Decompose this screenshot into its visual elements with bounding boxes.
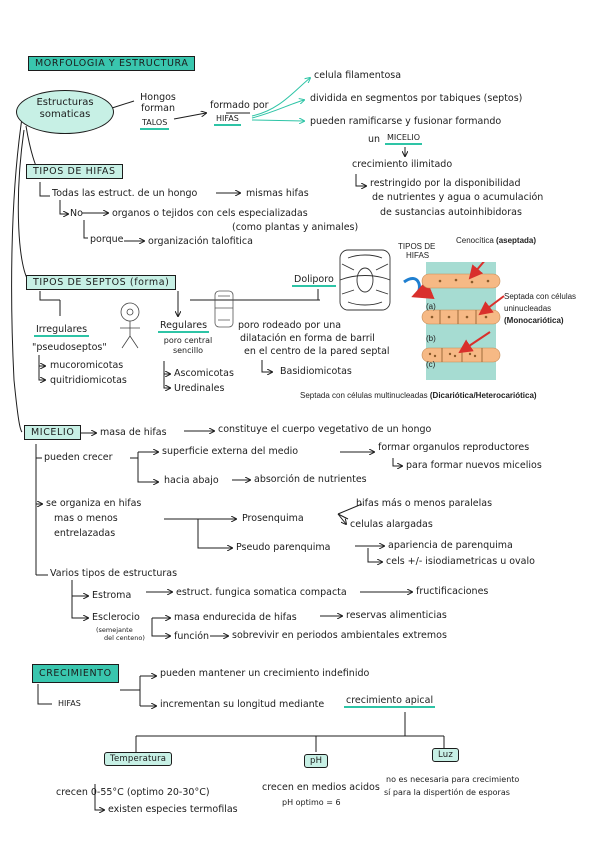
doliporo-line-1: poro rodeado por una [238,320,342,331]
varios-tipos: Varios tipos de estructuras [50,568,178,579]
fig-panel-a: (a) [426,302,436,311]
reservas-alimenticias: reservas alimenticias [346,610,447,621]
fig-monocariotica [504,316,564,325]
sobrevivir: sobrevivir en periodos ambientales extremos [232,630,447,641]
section-title-tipos-septos: TIPOS DE SEPTOS (forma) [26,275,176,290]
pseudoparenquima: Pseudo parenquima [236,542,331,553]
pseudoseptos: "pseudoseptos" [32,342,107,353]
regulares-heading: Regulares [158,320,209,333]
superficie-externa: superficie externa del medio [162,446,299,457]
restringido-line-1: restringido por la disponibilidad [370,178,521,189]
irregulares-heading: Irregulares [34,324,89,337]
doliporo-heading: Doliporo [292,274,336,287]
fig-septada-multi-label [300,391,537,400]
apariencia-parenquima: apariencia de parenquima [388,540,513,551]
doliporo-line-2: dilatación en forma de barril [240,333,375,344]
termofilas: existen especies termofilas [108,804,238,815]
no-word: No [70,208,83,219]
pueden-crecer: pueden crecer [44,452,113,463]
factor-ph: pH [304,754,328,768]
hifas-term: HIFAS [214,114,241,126]
doliporo-line-3: en el centro de la pared septal [244,346,390,357]
organiza-line-3: entrelazadas [54,528,116,539]
crecen-temperatura: crecen 0-55°C (optimo 20-30°C) [56,787,210,798]
irregular-septum-sketch [110,300,156,352]
cels-isodiametricas: cels +/- isiodiametricas u ovalo [386,556,535,567]
esclerocio-note-1: (semejante [96,626,133,634]
porque-word: porque [90,234,124,245]
celula-filamentosa: celula filamentosa [314,70,402,81]
fig-panel-c: (c) [426,360,436,369]
fructificaciones: fructificaciones [416,586,489,597]
masa-de-hifas: masa de hifas [100,427,167,438]
fig-cenocitica-label [456,236,536,245]
ascomicotas: Ascomicotas [174,368,234,379]
hifas-paralelas: hifas más o menos paralelas [356,498,493,509]
organiza-line-2: mas o menos [54,513,118,524]
formar-organulos: formar organulos reproductores [378,442,530,453]
section-title-morfologia: MORFOLOGIA Y ESTRUCTURA [28,56,195,71]
absorcion-nutrientes: absorción de nutrientes [254,474,367,485]
masa-endurecida: masa endurecida de hifas [174,612,297,623]
no-necesaria-line-1: no es necesaria para crecimiento [386,775,520,784]
restringido-line-3: de sustancias autoinhibidoras [380,207,522,218]
fig-tipos-de-label-1: TIPOS DE [398,242,436,251]
hongos-forman: Hongos forman [140,92,176,115]
mantener-indefinido: pueden mantener un crecimiento indefinido [160,668,370,679]
factor-temperatura: Temperatura [104,752,172,766]
uredinales: Uredinales [174,383,225,394]
dividida-septos: dividida en segmentos por tabiques (septos) [310,93,523,104]
ph-optimo: pH optimo = 6 [282,798,341,807]
estruct-fungica: estruct. fungica somatica compacta [176,587,347,598]
fig-septada-uni-line-1: Septada con células [504,292,577,301]
mucoromicotas: mucoromicotas [50,360,124,371]
estructuras-oval [16,90,114,134]
nuevos-micelios: para formar nuevos micelios [406,460,542,471]
estructuras-label: Estructuras somaticas [36,97,94,120]
organizacion-talofitica: organización talofitica [148,236,253,247]
estroma: Estroma [92,590,132,601]
fig-cenocitica: Cenocítica [456,236,494,245]
factor-luz: Luz [432,748,459,762]
esclerocio-note-2: del centeno) [104,634,145,642]
formado-por: formado por [210,100,269,111]
organos-tejidos: organos o tejidos con cels especializadas [112,208,308,219]
section-title-crecimiento: CRECIMIENTO [32,664,119,683]
como-plantas: (como plantas y animales) [232,222,359,233]
organiza-line-1: se organiza en hifas [46,498,142,509]
incrementan-longitud: incrementan su longitud mediante [160,699,325,710]
fig-septada-uni-line-2: uninucleadas [504,304,552,313]
basidiomicotas: Basidiomicotas [280,366,352,377]
un-word: un [368,134,381,145]
fig-monocariotica-text: (Monocariótica) [504,316,564,325]
funcion: función [174,631,210,642]
fig-tipos-de-label-2: HIFAS [406,251,430,260]
crecen-acidos: crecen en medios acidos [262,782,380,793]
ramificarse: pueden ramificarse y fusionar formando [310,116,502,127]
prosenquima: Prosenquima [242,513,304,524]
no-necesaria-line-2: sí para la dispertión de esporas [384,788,510,797]
poro-central-line-2: sencillo [172,346,204,355]
mismas-hifas: mismas hifas [246,188,309,199]
todas-estruct: Todas las estruct. de un hongo [52,188,198,199]
fig-panel-b: (b) [426,334,436,343]
fig-dicariotica: (Dicariótica/Heterocariótica) [429,391,537,400]
quitridiomicotas: quitridiomicotas [50,375,127,386]
section-title-tipos-hifas: TIPOS DE HIFAS [26,164,123,179]
fig-septada-multi: Septada con células multinucleadas [300,391,428,400]
crecimiento-apical: crecimiento apical [344,695,435,708]
crecimiento-ilimitado: crecimiento ilimitado [352,159,453,170]
hacia-abajo: hacia abajo [164,475,219,486]
talos-term: TALOS [140,118,169,130]
section-title-micelio: MICELIO [24,425,81,440]
constituye: constituye el cuerpo vegetativo de un hongo [218,424,432,435]
poro-central-line-1: poro central [163,336,213,345]
dolipore-septum-sketch [330,244,400,316]
restringido-line-2: de nutrientes y agua o acumulación [372,192,544,203]
micelio-term: MICELIO [385,133,422,145]
esclerocio: Esclerocio [92,612,140,623]
fig-aseptada: (aseptada) [496,236,537,245]
hifas-label: HIFAS [58,699,81,708]
hyphae-types-figure [400,262,510,382]
celulas-alargadas: celulas alargadas [350,519,433,530]
regular-septum-sketch [210,288,240,332]
